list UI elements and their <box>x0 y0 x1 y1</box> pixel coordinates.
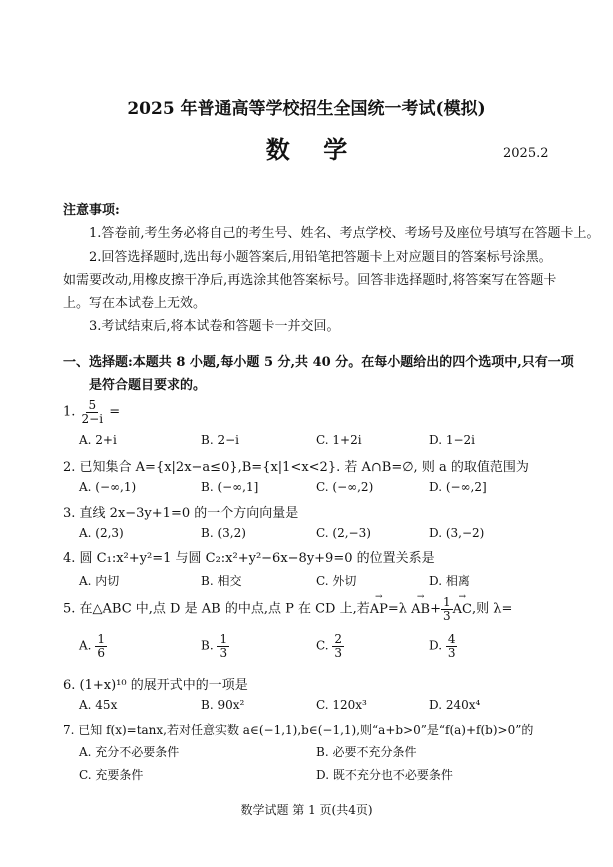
vector-ac: → AC <box>453 602 472 617</box>
q7-option-b: B. 必要不充分条件 <box>316 745 417 759</box>
vector-ab: → AB <box>411 602 430 617</box>
q5-option-c <box>316 633 344 659</box>
q3-option-c: C. (2,−3) <box>316 526 371 540</box>
question-5-stem <box>63 596 512 622</box>
option-fraction <box>446 633 458 659</box>
plus-sign: + <box>430 601 442 617</box>
q1-option-b: B. 2−i <box>201 433 239 447</box>
question-5-text-a: 5. 在△ABC 中,点 D 是 AB 的中点,点 P 在 CD 上,若 <box>63 601 370 617</box>
subject-title: 数 学 <box>265 135 348 164</box>
vector-ap: → AP <box>370 602 388 617</box>
question-3-stem: 3. 直线 2x−3y+1=0 的一个方向向量是 <box>63 506 299 521</box>
q3-option-d: D. (3,−2) <box>429 526 485 540</box>
q6-option-b: B. 90x² <box>201 698 245 712</box>
equals-sign: = <box>109 404 121 420</box>
fraction-numerator: 1 <box>219 632 228 646</box>
equals-lambda: =λ <box>387 601 408 617</box>
q7-option-a: A. 充分不必要条件 <box>79 745 180 759</box>
option-label: B. <box>201 638 214 653</box>
fraction-numerator: 5 <box>88 398 97 412</box>
q2-option-d: D. (−∞,2] <box>429 480 487 494</box>
fraction-denominator: 6 <box>97 645 105 660</box>
fraction-numerator: 4 <box>447 632 456 646</box>
option-label: A. <box>79 638 92 653</box>
q1-option-c: C. 1+2i <box>316 433 362 447</box>
notes-item-2-line-1: 2.回答选择题时,选出每小题答案后,用铅笔把答题卡上对应题目的答案标号涂黑。 <box>89 250 552 265</box>
q5-option-a <box>79 633 107 659</box>
option-label: C. <box>316 638 329 653</box>
fraction-denominator: 3 <box>334 645 343 660</box>
option-fraction <box>332 633 344 659</box>
q7-option-c: C. 充要条件 <box>79 768 144 782</box>
q6-option-d: D. 240x⁴ <box>429 698 481 712</box>
question-6-stem: 6. (1+x)¹⁰ 的展开式中的一项是 <box>63 678 248 693</box>
question-2-stem: 2. 已知集合 A={x|2x−a≤0},B={x|1<x<2}. 若 A∩B=∅, 则 a 的取值范围为 <box>63 460 529 475</box>
q6-option-a: A. 45x <box>79 698 118 712</box>
option-fraction <box>95 633 107 659</box>
fraction-denominator: 3 <box>447 645 456 660</box>
fraction <box>80 399 106 425</box>
q6-option-c: C. 120x³ <box>316 698 367 712</box>
q4-option-d: D. 相离 <box>429 574 470 588</box>
notes-item-2-line-3: 上。写在本试卷上无效。 <box>63 296 207 311</box>
notes-item-1: 1.答卷前,考生务必将自己的考生号、姓名、考点学校、考场号及座位号填写在答题卡上。 <box>89 226 600 241</box>
q5-option-b <box>201 633 229 659</box>
question-1-stem <box>63 399 120 425</box>
notes-item-2-line-2: 如需要改动,用橡皮擦干净后,再选涂其他答案标号。回答非选择题时,将答案写在答题卡 <box>63 273 557 288</box>
notes-heading: 注意事项: <box>63 203 120 218</box>
option-fraction <box>217 633 229 659</box>
q5-option-d <box>429 633 457 659</box>
page-footer: 数学试题 第 1 页(共4页) <box>240 803 373 817</box>
q1-option-d: D. 1−2i <box>429 433 475 447</box>
question-5-text-b: ,则 λ= <box>472 601 513 617</box>
q3-option-b: B. (3,2) <box>201 526 246 540</box>
fraction-denominator: 3 <box>443 608 451 623</box>
fraction-numerator: 1 <box>443 595 451 609</box>
q3-option-a: A. (2,3) <box>79 526 124 540</box>
q4-option-b: B. 相交 <box>201 574 242 588</box>
q7-option-d: D. 既不充分也不必要条件 <box>316 768 453 782</box>
question-number: 1. <box>63 404 76 420</box>
q2-option-c: C. (−∞,2) <box>316 480 374 494</box>
q4-option-a: A. 内切 <box>79 574 120 588</box>
fraction-denominator: 2−i <box>81 411 104 426</box>
question-7-stem: 7. 已知 f(x)=tanx,若对任意实数 a∈(−1,1),b∈(−1,1),则“a+b>0”是“f(a)+f(b)>0”的 <box>63 723 534 737</box>
exam-title: 2025 年普通高等学校招生全国统一考试(模拟) <box>127 99 486 119</box>
exam-date: 2025.2 <box>503 146 549 161</box>
q2-option-b: B. (−∞,1] <box>201 480 259 494</box>
question-4-stem: 4. 圆 C₁:x²+y²=1 与圆 C₂:x²+y²−6x−8y+9=0 的位置关系是 <box>63 551 435 566</box>
q2-option-a: A. (−∞,1) <box>79 480 137 494</box>
fraction-numerator: 1 <box>97 632 105 646</box>
section-heading-line-1: 一、选择题:本题共 8 小题,每小题 5 分,共 40 分。在每小题给出的四个选项中,只有一项 <box>63 355 574 370</box>
coefficient-fraction <box>441 596 453 622</box>
option-label: D. <box>429 638 443 653</box>
notes-item-3: 3.考试结束后,将本试卷和答题卡一并交回。 <box>89 319 340 334</box>
fraction-denominator: 3 <box>219 645 228 660</box>
fraction-numerator: 2 <box>334 632 343 646</box>
section-heading-line-2: 是符合题目要求的。 <box>89 378 207 393</box>
q4-option-c: C. 外切 <box>316 574 357 588</box>
q1-option-a: A. 2+i <box>79 433 117 447</box>
